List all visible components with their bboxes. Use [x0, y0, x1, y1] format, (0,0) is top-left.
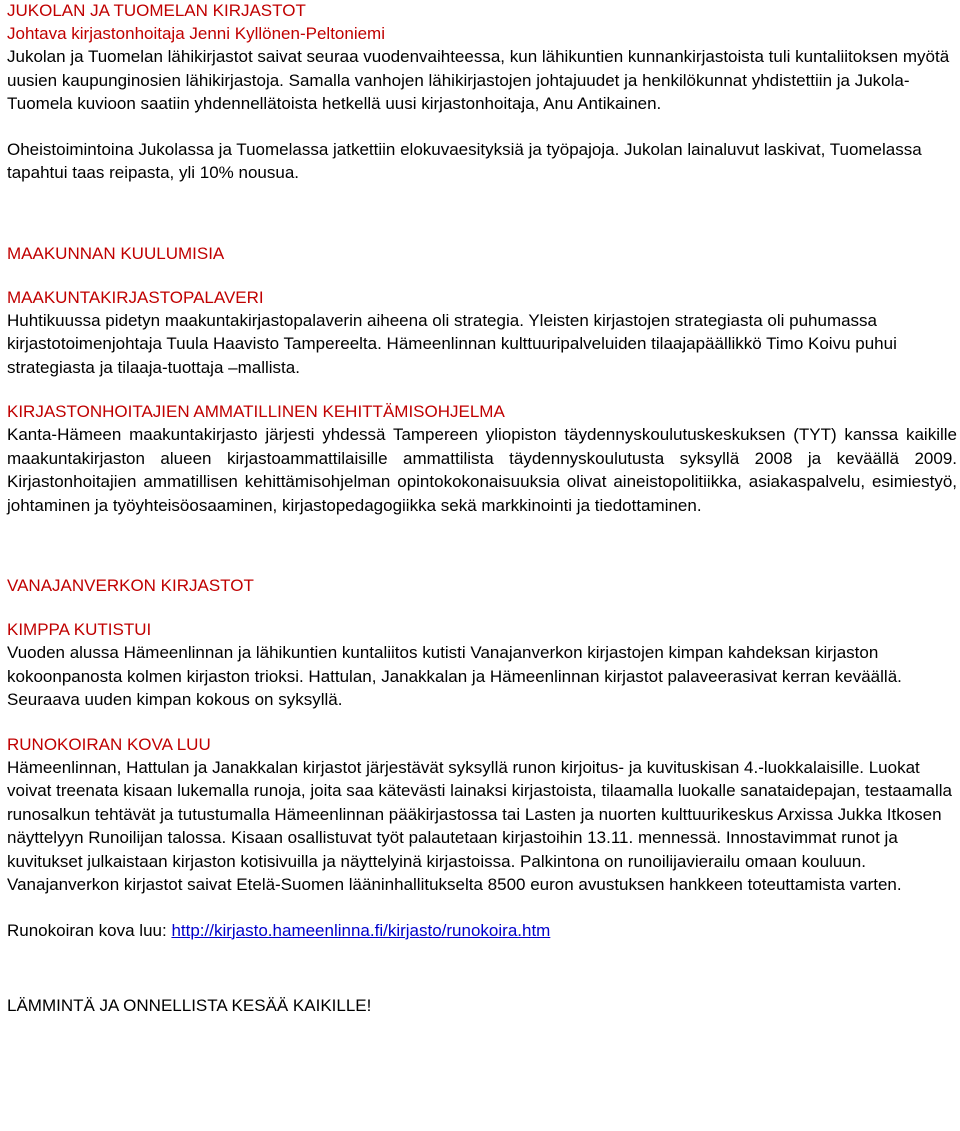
paragraph-kehittamisohjelma: Kanta-Hämeen maakuntakirjasto järjesti yhdessä Tampereen yliopiston täydennyskoulutuskeskuksen (TYT) kanssa kaikille maakuntakirjaston alueen kirjastoammattilaisille ammattilista täydennyskoulutusta syksyllä 2008 ja keväällä 2009. Kirjastonhoitajien ammatillisen kehittämisohjelman opintokokonaisuuksia olivat aineistopolitiikka, asiakaspalvelu, esimiestyö, johtaminen ja työyhteisöosaaminen, kirjastopedagogiikka sekä markkinointi ja tiedottaminen. [7, 425, 957, 515]
subheading-kehittamisohjelma: KIRJASTONHOITAJIEN AMMATILLINEN KEHITTÄMISOHJELMA [7, 402, 505, 421]
paragraph-jukola-2: Oheistoimintoina Jukolassa ja Tuomelassa jatkettiin elokuvaesityksiä ja työpajoja. Jukolan lainaluvut laskivat, Tuomelassa tapahtui taas reipasta, yli 10% nousua. [7, 139, 922, 182]
link-prefix: Runokoiran kova luu: [7, 920, 172, 940]
subheading-kimppa-kutistui: KIMPPA KUTISTUI [7, 620, 152, 639]
paragraph-runokoiran-kova-luu: Hämeenlinnan, Hattulan ja Janakkalan kirjastot järjestävät syksyllä runon kirjoitus- ja kuvituskisan 4.-luokkalaisille. Luokat voivat treenata kisaan lukemalla runoja, joita saa kätevästi lainaksi kirjastoista, tilaamalla luokalle sanataidepajan, testaamalla runosalkun tehtävät ja tutustumalla Hämeenlinnan pääkirjastossa tai Lasten ja nuorten kulttuurikeskus Arxissa Jukka Itkosen näyttelyyn Runoilijan talossa. Kisaan osallistuvat työt palautetaan kirjastoihin 13.11. mennessä. Innostavimmat runot ja kuvitukset julkaistaan kirjaston kotisivuilla ja näyttelyinä kirjastoissa. Palkintona on runoilijavierailu omaan kouluun. Vanajanverkon kirjastot saivat Etelä-Suomen lääninhallitukselta 8500 euron avustuksen hankkeen toteuttamista varten. [7, 757, 952, 894]
runokoira-link[interactable]: http://kirjasto.hameenlinna.fi/kirjasto/runokoira.htm [171, 920, 551, 940]
document-page [7, 0, 957, 1018]
paragraph-kimppa-kutistui: Vuoden alussa Hämeenlinnan ja lähikuntien kuntaliitos kutisti Vanajanverkon kirjastojen kimpan kahdeksan kirjaston kokoonpanosta kolmen kirjaston trioksi. Hattulan, Janakkalan ja Hämeenlinnan kirjastot palaveerasivat kerran keväällä. Seuraava uuden kimpan kokous on syksyllä. [7, 643, 902, 709]
runokoira-link-line [7, 919, 957, 943]
closing-greeting: LÄMMINTÄ JA ONNELLISTA KESÄÄ KAIKILLE! [7, 996, 372, 1015]
byline: Johtava kirjastonhoitaja Jenni Kyllönen-Peltoniemi [7, 24, 385, 43]
section-title-maakunnan-kuulumisia: MAAKUNNAN KUULUMISIA [7, 243, 225, 263]
subheading-runokoiran-kova-luu: RUNOKOIRAN KOVA LUU [7, 734, 211, 754]
subheading-maakuntakirjastopalaveri: MAAKUNTAKIRJASTOPALAVERI [7, 287, 264, 307]
paragraph-maakuntakirjastopalaveri: Huhtikuussa pidetyn maakuntakirjastopalaverin aiheena oli strategia. Yleisten kirjastojen strategiasta oli puhumassa kirjastotoimenjohtaja Tuula Haavisto Tampereelta. Hämeenlinnan kulttuuripalveluiden tilaajapäällikkö Timo Koivu puhui strategiasta ja tilaaja-tuottaja –mallista. [7, 310, 897, 377]
section-title-jukola-tuomela: JUKOLAN JA TUOMELAN KIRJASTOT [7, 1, 306, 20]
section-title-vanajanverkon-kirjastot: VANAJANVERKON KIRJASTOT [7, 576, 254, 595]
paragraph-jukola-1: Jukolan ja Tuomelan lähikirjastot saivat seuraa vuodenvaihteessa, kun lähikuntien kunnankirjastoista tuli kuntaliitoksen myötä uusien kaupunginosien lähikirjastoja. Samalla vanhojen lähikirjastojen johtajuudet ja henkilökunnat yhdistettiin ja Jukola-Tuomela kuvioon saatiin yhdennellätoista hetkellä uusi kirjastonhoitaja, Anu Antikainen. [7, 47, 950, 113]
